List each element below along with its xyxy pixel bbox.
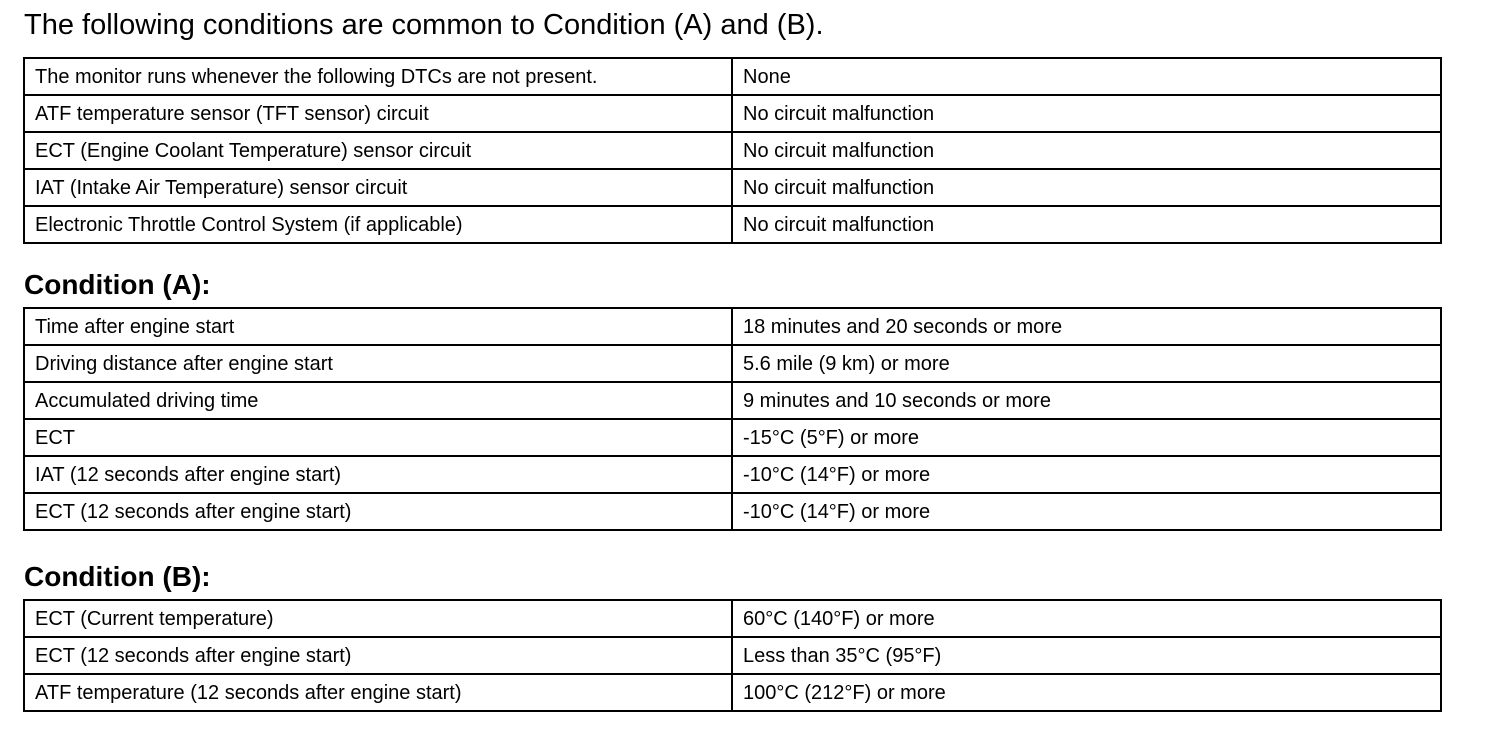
- table-row: [24, 206, 1441, 243]
- condition-value: No circuit malfunction: [732, 95, 1441, 132]
- condition-a-table: [23, 307, 1442, 531]
- condition-value: -10°C (14°F) or more: [732, 456, 1441, 493]
- condition-b-heading: Condition (B):: [24, 561, 211, 592]
- condition-value: 9 minutes and 10 seconds or more: [732, 382, 1441, 419]
- condition-label: ATF temperature sensor (TFT sensor) circuit: [24, 95, 732, 132]
- table-row: [24, 456, 1441, 493]
- table-row: [24, 419, 1441, 456]
- condition-b-table: [23, 599, 1442, 712]
- table-row: [24, 345, 1441, 382]
- condition-value: No circuit malfunction: [732, 169, 1441, 206]
- table-row: [24, 493, 1441, 530]
- condition-label: Driving distance after engine start: [24, 345, 732, 382]
- condition-a-heading: Condition (A):: [24, 269, 211, 300]
- condition-label: ECT (Current temperature): [24, 600, 732, 637]
- intro-text: The following conditions are common to Condition (A) and (B).: [24, 9, 824, 41]
- condition-label: IAT (Intake Air Temperature) sensor circuit: [24, 169, 732, 206]
- condition-label: ECT (12 seconds after engine start): [24, 493, 732, 530]
- condition-value: 60°C (140°F) or more: [732, 600, 1441, 637]
- table-row: [24, 95, 1441, 132]
- condition-value: 5.6 mile (9 km) or more: [732, 345, 1441, 382]
- condition-label: The monitor runs whenever the following DTCs are not present.: [24, 58, 732, 95]
- condition-value: -15°C (5°F) or more: [732, 419, 1441, 456]
- table-row: [24, 132, 1441, 169]
- table-row: [24, 637, 1441, 674]
- condition-value: 100°C (212°F) or more: [732, 674, 1441, 711]
- condition-label: ECT (12 seconds after engine start): [24, 637, 732, 674]
- table-row: [24, 169, 1441, 206]
- table-row: [24, 382, 1441, 419]
- condition-label: Electronic Throttle Control System (if applicable): [24, 206, 732, 243]
- condition-label: IAT (12 seconds after engine start): [24, 456, 732, 493]
- condition-value: None: [732, 58, 1441, 95]
- condition-value: -10°C (14°F) or more: [732, 493, 1441, 530]
- condition-value: No circuit malfunction: [732, 206, 1441, 243]
- condition-label: ECT: [24, 419, 732, 456]
- condition-value: No circuit malfunction: [732, 132, 1441, 169]
- table-row: [24, 674, 1441, 711]
- condition-label: Time after engine start: [24, 308, 732, 345]
- condition-label: ATF temperature (12 seconds after engine start): [24, 674, 732, 711]
- condition-value: Less than 35°C (95°F): [732, 637, 1441, 674]
- condition-label: Accumulated driving time: [24, 382, 732, 419]
- table-row: [24, 58, 1441, 95]
- table-row: [24, 308, 1441, 345]
- table-row: [24, 600, 1441, 637]
- condition-value: 18 minutes and 20 seconds or more: [732, 308, 1441, 345]
- common-conditions-table: [23, 57, 1442, 244]
- condition-label: ECT (Engine Coolant Temperature) sensor circuit: [24, 132, 732, 169]
